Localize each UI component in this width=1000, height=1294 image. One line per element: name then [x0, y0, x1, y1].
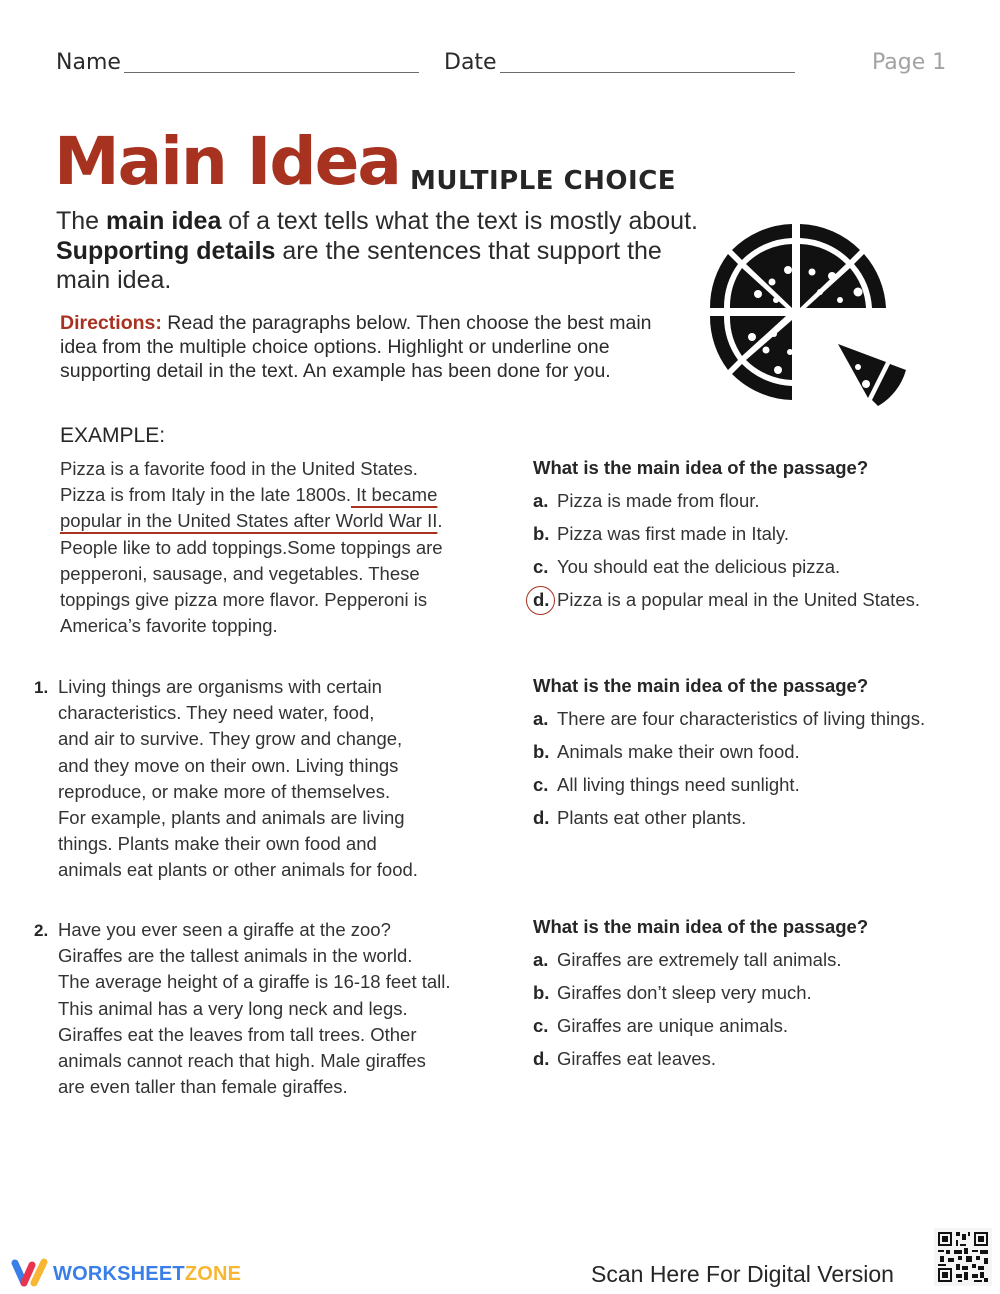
item-1-passage	[58, 674, 418, 884]
passage-line: toppings give pizza more flavor. Pepperoni is	[60, 589, 428, 611]
option-text: All living things need sunlight.	[557, 774, 800, 795]
passage-line: Pizza is a favorite food in the United States.	[60, 458, 418, 479]
passage-line: and they move on their own. Living things	[58, 754, 399, 776]
pizza-icon	[708, 222, 913, 407]
passage-line: For example, plants and animals are living	[58, 807, 405, 829]
option-text: You should eat the delicious pizza.	[557, 556, 841, 577]
passage-line: pepperoni, sausage, and vegetables. These	[60, 562, 420, 584]
intro-part: are the sentences that support the main idea.	[56, 236, 662, 294]
intro-term-main-idea: main idea	[106, 207, 222, 235]
passage-line: reproduce, or make more of themselves.	[58, 780, 391, 802]
item-2-question-block	[533, 916, 868, 1078]
passage-line: animals cannot reach that high. Male giraffes	[58, 1050, 426, 1072]
option-letter: d.	[533, 1048, 550, 1069]
passage-line: animals eat plants or other animals for food.	[58, 859, 418, 881]
underlined-detail[interactable]: popular in the United States after World War II	[60, 510, 438, 532]
example-passage	[60, 456, 443, 639]
passage-line: characteristics. They need water, food,	[58, 702, 375, 724]
option-letter: d.	[533, 807, 550, 828]
option-letter: c.	[533, 1015, 549, 1036]
passage-line: Living things are organisms with certain	[58, 676, 382, 697]
date-field-line[interactable]	[500, 72, 795, 73]
worksheetzone-logo-icon	[10, 1257, 50, 1289]
passage-line: America’s favorite topping.	[60, 615, 278, 637]
option-text: Giraffes are extremely tall animals.	[557, 949, 842, 970]
option-letter: b.	[533, 741, 550, 762]
option-d[interactable]	[533, 804, 925, 837]
question-prompt: What is the main idea of the passage?	[533, 916, 869, 937]
passage-line: Have you ever seen a giraffe at the zoo?	[58, 919, 391, 940]
option-letter: c.	[533, 774, 549, 795]
option-text: Giraffes don’t sleep very much.	[557, 982, 812, 1003]
name-label: Name	[56, 50, 121, 75]
option-a[interactable]	[533, 705, 925, 738]
passage-line: and air to survive. They grow and change,	[58, 728, 403, 750]
directions-body: Read the paragraphs below. Then choose the best main idea from the multiple choice options. Highlight or underline one supporting detail in the text. An example has been done for you.	[60, 312, 652, 382]
example-label: EXAMPLE:	[60, 424, 166, 447]
passage-fragment: Pizza is from Italy in the late 1800s.	[60, 484, 351, 506]
option-d[interactable]	[533, 1045, 868, 1078]
intro-part: The	[56, 207, 107, 235]
scan-text: Scan Here For Digital Version	[591, 1261, 894, 1287]
option-a[interactable]	[533, 946, 868, 979]
date-label: Date	[444, 50, 497, 75]
directions-label: Directions:	[60, 312, 162, 334]
intro-term-supporting-details: Supporting details	[56, 236, 276, 265]
option-text: Pizza is a popular meal in the United States.	[557, 589, 920, 610]
example-question-block	[533, 457, 920, 619]
item-number: 2.	[34, 921, 49, 940]
name-field-line[interactable]	[124, 72, 419, 73]
passage-line: Giraffes are the tallest animals in the world.	[58, 945, 413, 967]
option-b[interactable]	[533, 520, 920, 553]
directions-text	[60, 311, 670, 383]
qr-code-icon[interactable]	[934, 1228, 992, 1286]
option-text: Pizza was first made in Italy.	[557, 523, 790, 544]
option-letter: a.	[533, 949, 549, 970]
passage-line	[60, 508, 443, 534]
page-title: Main Idea	[54, 123, 400, 200]
option-c[interactable]	[533, 1012, 868, 1045]
brand-logo-text	[53, 1263, 241, 1286]
option-text: Giraffes eat leaves.	[557, 1048, 717, 1069]
question-prompt: What is the main idea of the passage?	[533, 675, 869, 696]
passage-line: are even taller than female giraffes.	[58, 1076, 348, 1098]
option-text: Pizza is made from flour.	[557, 490, 760, 511]
brand-word-2: ZONE	[184, 1263, 242, 1285]
brand-word-1: WORKSHEET	[53, 1263, 185, 1285]
option-text: Animals make their own food.	[557, 741, 800, 762]
option-letter: a.	[533, 490, 549, 511]
option-a[interactable]	[533, 487, 920, 520]
passage-line: Giraffes eat the leaves from tall trees. Other	[58, 1023, 417, 1045]
option-letter: b.	[533, 523, 550, 544]
option-text: Giraffes are unique animals.	[557, 1015, 789, 1036]
item-2-passage	[58, 917, 451, 1100]
item-number: 1.	[34, 678, 49, 697]
option-letter: c.	[533, 556, 549, 577]
option-text: There are four characteristics of living things.	[557, 708, 926, 729]
underlined-detail[interactable]: It became	[351, 484, 438, 506]
circled-option-letter: d.	[533, 586, 557, 614]
option-d-selected[interactable]	[533, 586, 920, 619]
option-b[interactable]	[533, 979, 868, 1012]
option-b[interactable]	[533, 738, 925, 771]
option-letter: a.	[533, 708, 549, 729]
passage-line	[60, 482, 443, 508]
option-c[interactable]	[533, 553, 920, 586]
page-subtitle: MULTIPLE CHOICE	[410, 166, 677, 196]
page-number: Page 1	[872, 50, 947, 75]
question-prompt: What is the main idea of the passage?	[533, 457, 869, 478]
option-letter: b.	[533, 982, 550, 1003]
passage-line: The average height of a giraffe is 16-18 feet tall.	[58, 971, 451, 993]
option-text: Plants eat other plants.	[557, 807, 747, 828]
option-c[interactable]	[533, 771, 925, 804]
passage-line: things. Plants make their own food and	[58, 833, 377, 855]
passage-line: People like to add toppings.Some toppings are	[60, 536, 443, 558]
intro-part: of a text tells what the text is mostly about.	[221, 207, 698, 235]
intro-text	[56, 207, 706, 296]
passage-line: This animal has a very long neck and legs.	[58, 997, 408, 1019]
passage-fragment: .	[437, 510, 443, 532]
item-1-question-block	[533, 675, 925, 837]
